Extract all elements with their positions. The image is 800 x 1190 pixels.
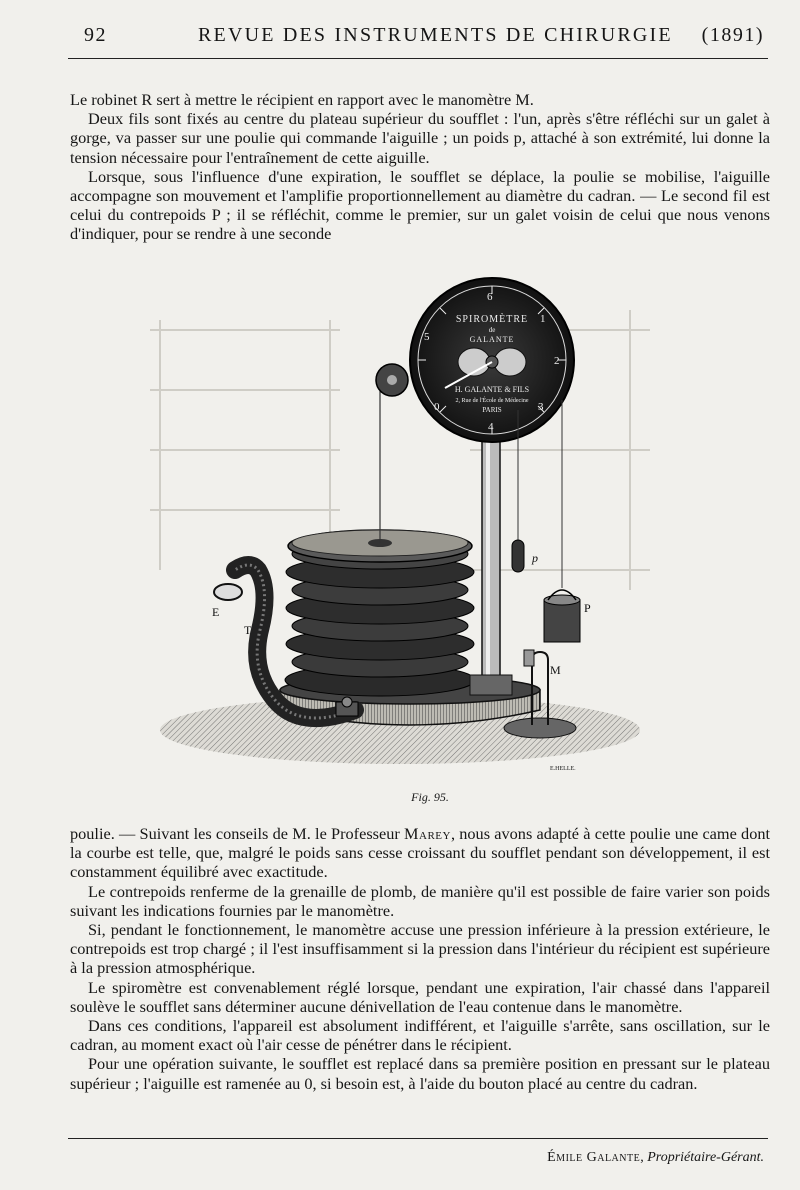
paragraph: Deux fils sont fixés au centre du plateau supérieur du soufflet : l'un, après s'être réfléchi sur un galet à gorge, va passer sur une poulie qui commande l'aiguille ; un poids p, attaché à son extrémité, lui donne la tension nécessaire pour l'entraînement de cette aiguille. (70, 109, 770, 167)
person-name: Marey (404, 824, 451, 843)
label-T: T (244, 623, 252, 637)
label-p: p (532, 551, 538, 565)
engraver-signature: E.HELLE. (550, 766, 576, 772)
dial-number: 3 (538, 401, 544, 413)
dial-cadran (410, 278, 574, 442)
figure-caption: Fig. 95. (411, 790, 449, 804)
paragraph: poulie. — Suivant les conseils de M. le Professeur Marey, nous avons adapté à cette poulie une came dont la courbe est telle, que, malgré le poids sans cesse croissant du soufflet pendant son développement, il est constamment équilibré avec exactitude. (70, 824, 770, 882)
dial-title: SPIROMÈTRE (455, 314, 529, 325)
counterweight-P (544, 600, 580, 642)
paragraph: Lorsque, sous l'influence d'une expiration, le soufflet se déplace, la poulie se mobilise, l'aiguille accompagne son mouvement et l'amplifie proportionnellement au diamètre du cadran. — Le second fil est celui du contrepoids P ; il se réfléchit, comme le premier, sur un galet voisin de celui que nous venons d'indiquer, pour se rendre à une seconde (70, 166, 770, 244)
footer-signature: Émile Galante, Propriétaire-Gérant. (547, 1150, 764, 1165)
dial-number: 4 (488, 421, 494, 433)
dial-number: 6 (487, 291, 493, 303)
support-column (470, 440, 512, 695)
dial-number: 2 (554, 355, 560, 367)
paragraph: Le robinet R sert à mettre le récipient en rapport avec le manomètre M. (70, 90, 534, 109)
dial-number: 0 (434, 401, 440, 413)
text-block-bottom (70, 824, 770, 1093)
weight-p (512, 540, 524, 572)
paragraph: Le spiromètre est convenablement réglé lorsque, pendant une expiration, l'air chassé dans l'appareil soulève le soufflet sans déterminer aucune dénivellation de l'eau contenue dans le manomètre. (70, 977, 770, 1016)
dial-number: 5 (424, 331, 430, 343)
footer-role: Propriétaire-Gérant. (647, 1150, 764, 1165)
pulley-galet (376, 364, 408, 396)
dial-address: 2, Rue de l'École de Médecine (455, 398, 529, 404)
paragraph: Le contrepoids renferme de la grenaille de plomb, de manière qu'il est possible de faire varier son poids suivant les indications fournies par le manomètre. (70, 881, 770, 920)
label-M: M (550, 663, 561, 677)
paragraph: Pour une opération suivante, le soufflet est replacé dans sa première position en pressant sur le plateau supérieur ; l'aiguille est ramenée au 0, si besoin est, à l'aide du bouton placé au centre du cadran. (70, 1054, 770, 1093)
dial-city: PARIS (482, 406, 502, 414)
page-number: 92 (84, 24, 107, 46)
dial-number: 1 (540, 313, 546, 325)
label-P: P (584, 601, 591, 615)
footer-rule (68, 1138, 768, 1139)
label-E: E (212, 605, 220, 619)
footer-author: Émile Galante (547, 1150, 641, 1165)
dial-name: GALANTE (469, 335, 515, 344)
paragraph: Dans ces conditions, l'appareil est absolument indifférent, et l'aiguille s'arrête, sans oscillation, sur le cadran, au moment exact où l'air cesse de pénétrer dans le récipient. (70, 1016, 770, 1055)
dial-maker: H. GALANTE & FILS (454, 385, 530, 394)
text-block-top (70, 90, 770, 244)
journal-title: REVUE DES INSTRUMENTS DE CHIRURGIE (198, 24, 673, 46)
paragraph: Si, pendant le fonctionnement, le manomètre accuse une pression inférieure à la pression extérieure, le contrepoids est trop chargé ; il l'est insuffisamment si la pression dans l'intérieur du récipient est supérieure à la pression atmosphérique. (70, 920, 770, 978)
running-header (68, 22, 768, 50)
dial-de: de (488, 326, 496, 334)
header-year: (1891) (701, 24, 764, 46)
spirometer-illustration (140, 270, 660, 780)
header-rule (68, 58, 768, 59)
